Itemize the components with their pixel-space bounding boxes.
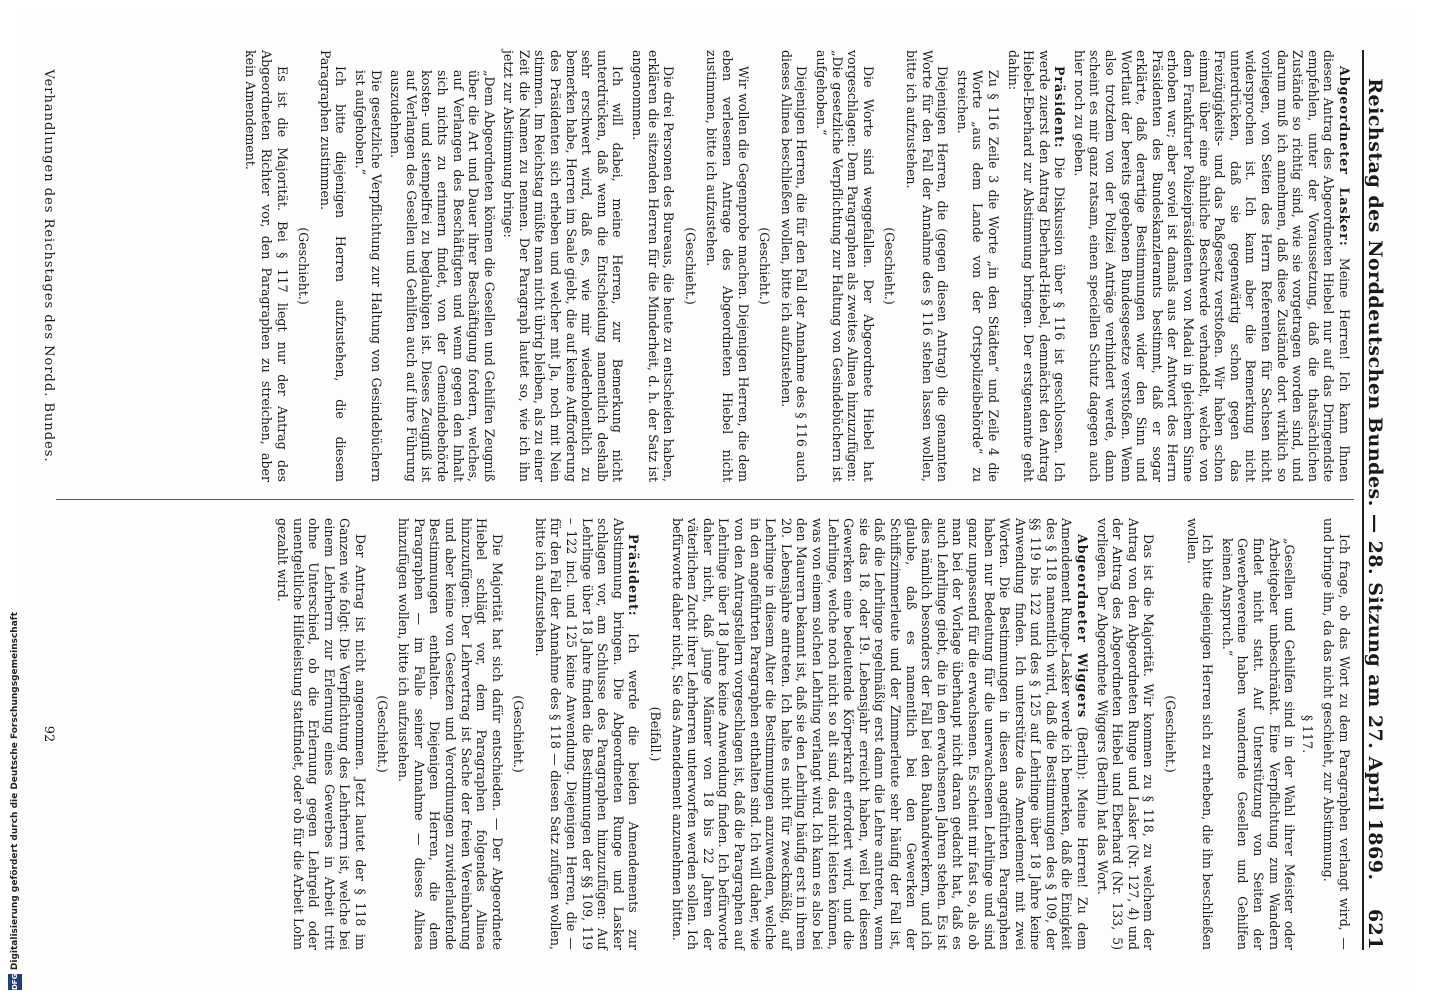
body-paragraph: Diejenigen Herren, die (gegen diesen Antrag) die genannten Worte für den Fall der Annahme des § 116 stehen lassen wollen, bitte ich aufzustehen. <box>903 50 951 482</box>
body-paragraph: Das ist die Majorität. Wir kommen zu § 118, zu welchem der Antrag von den Abgeordneten Runge und Lasker (Nr. 127, 4) und der Antrag des Abgeordneten Hiebel und Eberhard (Nr. 133, 5) vorliegen. Der Abgeordnete Wiggers (Berlin) hat das Wort. <box>1094 518 1157 950</box>
text-column-right <box>270 518 1352 950</box>
quoted-text: „Dem Abgeordneten können die Gesellen und Gehilfen Zeugniß über die Art und Dauer ihrer Beschäftigung fordern, welches, auf Verlangen des Beschäftigten und wenn gegen den Inhalt sich nichts zu erinnern findet, von der Gemeindebehörde kosten- und stempelfrei zu beglaubigen ist. Dieses Zeugniß ist auf Verlangen des Gesellen und Gehilfen auch auf ihre Führung auszudehnen. <box>388 70 497 482</box>
stage-direction: (Geschieht.) <box>882 227 898 305</box>
running-title <box>1364 50 1386 909</box>
stage-direction: (Beifall.) <box>648 706 664 762</box>
body-paragraph: Diejenigen Herren, die für den Fall der Annahme des § 116 auch dieses Alinea beschließen wollen, bitte ich aufzustehen. <box>778 50 810 482</box>
body-paragraph: Die Worte sind weggefallen. Der Abgeordnete Hiebel hat vorgeschlagen: Dem Paragraphen als zweites Alinea hinzuzufügen: „Die gesetzliche Verpflichtung zur Haltung von Gesindebüchern ist aufgehoben.“ <box>814 50 876 482</box>
body-paragraph: Ich will dabei, meine Herren, zur Bemerkung nicht unterdrücken, daß wenn die Entscheidung namentlich deshalb sehr erschwert wird, daß es, wie mir wiederholentlich zu bemerken habe, Herren im Saale giebt, die auf keine Aufforderung des Präsidenten sich erheben und welcher mit Ja, noch mit Nein stimmen. Im Reichstag müßte man nicht übrig bleiben, als zu einer Zeit die Namen zu nennen. Der Paragraph lautet so, wie ich ihn jetzt zur Abstimmung bringe: <box>501 50 626 482</box>
speech-text: (Berlin): Meine Herren! Zu dem Amendement Runge-Lasker werde ich bemerken, daß die Einigkeit des § 118 namentlich wird, daß die Bestimmungen des § 109, der §§ 119 bis 122 und des § 125 auf Lehrlinge über 18 Jahre keine Anwendung finden. Ich unterstütze das Amendement mit zwei Worten. Die Bestimmungen in diesen angeführten Paragraphen haben nur Bedeutung für die unerwachsenen Lehrlinge und sind ganz unpassend für die erwachsenen. Es scheint mir fast so, als ob man bei der Vorlage überhaupt nicht daran gedacht hat, daß es auch Lehrlinge giebt, die in den erwachsenen Jahren stehen. Es ist dies nämlich besonders der Fall bei den Bauhandwerkern, und ich glaube, daß es namentlich bei den Gewerken der Schiffszimmerleute und der Zimmerleute sehr häufig der Fall ist, daß die Lehrlinge regelmäßig erst dann die Lehre antreten, wenn sie das 18. oder 19. Lebensjahr erreicht haben, weil bei diesen Gewerken eine bedeutende Körperkraft erfordert wird, und die Lehrlinge, welche noch nicht so alt sind, das nicht leisten können, was von einem solchen Lehrling verlangt wird. Ich kann es also bei den Maurern bekannt ist, daß sie den Lehrling häufig erst in ihrem 20. Lebensjahre antreten. Ich halte es nicht für zweckmäßig, auf Lehrlinge in diesem Alter die Bestimmungen anzuwenden, welche in den angeführten Paragraphen enthalten sind. Ich will daher, wie von den Antragstellern vorgeschlagen ist, daß die Paragraphen auf Lehrlinge über 18 Jahre keine Anwendung finden. Ich befürworte daher nicht, daß junge Männer von 18 bis 22 Jahren der väterlichen Zucht ihrer Lehrherren unterworfen werden sollen. Ich befürworte daher nicht, Sie das Amendement anzunehmen bitten. <box>669 518 1091 950</box>
body-paragraph: Die Majorität hat sich dafür entschieden. — Der Abgeordnete Hiebel schlägt vor, dem Paragraphen folgendes Alinea hinzuzufügen: Der Lehrvertrag ist Sache der freien Vereinbarung und aber keine von Gesetzen und Verordnungen zuwiderlaufende Bestimmungen enthalten. Diejenigen Herren, die dem Paragraphen — im Falle seiner Annahme — dieses Alinea hinzufügen wollen, bitte ich aufzustehen. <box>396 518 505 950</box>
text-column-left <box>239 50 1352 482</box>
body-paragraph: Der Antrag ist nicht angenommen. Jetzt lautet der § 118 im Ganzen wie folgt: Die Verpflichtung des Lehrherrn ist, welche bei einem Lehrherrn zur Erlernung eines Gewerbes in Arbeit tritt ohne Unterschied, ob die Erlernung gegen Lehrgeld oder unentgeltliche Hilfeleistung stattfindet, oder ob für die Arbeit Lohn gezahlt wird. <box>275 518 368 950</box>
speaker-name: Präsident: <box>626 534 642 617</box>
speaker-name: Präsident: <box>1052 66 1068 149</box>
body-paragraph: Ich bitte diejenigen Herren sich zu erheben, die ihn beschließen wollen. <box>1184 518 1216 950</box>
page-number: 621 <box>1364 908 1386 950</box>
footer-publication: Verhandlungen des Reichstages des Nordd. Bundes. <box>41 69 56 463</box>
stage-direction: (Geschieht.) <box>682 227 698 305</box>
stage-direction: (Geschieht.) <box>374 695 390 773</box>
dfg-logo: DFG <box>8 974 22 990</box>
stage-direction: (Geschieht.) <box>511 695 527 773</box>
body-paragraph: Es ist die Majorität. Bei § 117 liegt nur der Antrag des Abgeordneten Richter vor, den Paragraphen zu streichen, aber kein Amendement. <box>243 50 290 482</box>
speech-paragraph <box>1071 50 1352 482</box>
credit-text: Digitalisierung gefördert durch die Deutsche Forschungsgemeinschaft <box>10 611 20 970</box>
footer-signature-number: 92 <box>41 725 56 743</box>
stage-direction: (Geschieht.) <box>296 227 312 305</box>
quoted-text: „Gesellen und Gehilfen sind in der Wahl ihrer Meister oder Arbeitgeber unbeschränkt. Eine Verpflichtung zum Wandern findet nicht statt. Auf Unterstützung von Seiten der Gewerbevereine haben wandernde Gesellen und Gehilfen keinen Anspruch.“ <box>1219 538 1298 950</box>
speech-text: Die Diskussion über § 116 ist geschlossen. Ich werde zuerst den Antrag Eberhard-Hiebel, demnächst den Antrag Hiebel-Eberhard zur Abstimmung bringen. Der erstgenannte geht dahin: <box>1005 50 1068 482</box>
section-heading: § 117. <box>1299 714 1315 754</box>
speech-text: Ich werde die beiden Amendements zur Abstimmung bringen. Die Abgeordneten Runge und Lasker schlagen vor, am Schlusse des Paragraphen hinzuzufügen: Auf Lehrlinge über 18 Jahre finden die Bestimmungen der §§ 109, 119 – 122 incl. und 125 keine Anwendung. Diejenigen Herren, die — für den Fall der Annahme des § 118 — diesen Satz zufügen wollen, bitte ich aufzustehen. <box>532 518 642 950</box>
body-paragraph: Wir wollen die Gegenprobe machen. Diejenigen Herren, die dem eben verlesenen Antrage des Abgeordneten Hiebel nicht zustimmen, bitte ich aufzustehen. <box>704 50 751 482</box>
speech-paragraph <box>1005 50 1067 482</box>
body-paragraph: Die drei Personen des Bureaus, die heute zu entscheiden haben, erklären die sitzenden Herren für die Minderheit, d. h. der Satz ist angenommen. <box>630 50 677 482</box>
header-journal-title: Reichstag des Norddeutschen Bundes. <box>1364 78 1386 507</box>
rotated-document-page <box>16 10 1416 990</box>
column-divider <box>56 499 1354 500</box>
quoted-text: Zu § 116 Zeile 3 die Worte „in den Städten“ und Zeile 4 die Worte „aus dem Lande von der Ortspolizeibehörde“ zu streichen. <box>954 70 1001 482</box>
speech-text: Meine Herren! Ich kann Ihnen diesen Antrag des Abgeordneten Hiebel nur auf das Dringendste empfehlen, unter der Voraussetzung, daß die thatsächlichen Zustände so richtig sind, wie sie vorgetragen worden sind, und darum muß ich annehmen, daß diese Zustände dort wirklich so vorliegen, von Seiten des Herrn Referenten für Sachsen nicht widersprochen ist. Ich kann aber die Bemerkung nicht unterdrücken, daß sie gegenwärtig schon gegen das Freizügigkeits- und das Paßgesetz verstoßen. Wir haben schon einmal über eine ähnliche Beschwerde verhandelt, welche von dem Frankfurter Polizeipräsidenten von Madai in gleichem Sinne erhoben war; aber soviel ist damals aus der Antwort des Herrn Präsidenten des Bundeskanzleramts bestimmt, daß er sogar erklärte, daß derartige Bestimmungen wider den Sinn und Wortlaut der bereits gegebenen Bundesgesetze verstoßen. Wenn also trotzdem von der Polizei Anträge verhindert werde, dann scheint es mir ganz ratsam, einen speciellen Schutz dagegen auch hier noch zu geben. <box>1071 50 1352 482</box>
speech-paragraph <box>532 518 641 950</box>
stage-direction: (Geschieht.) <box>757 227 773 305</box>
header-session-date: — 28. Sitzung am 27. April 1869. <box>1364 513 1386 881</box>
speaker-name: Abgeordneter Lasker: <box>1337 66 1352 247</box>
body-paragraph: Ich bitte diejenigen Herren aufzustehen, die diesem Paragraphen zustimmen. <box>317 50 349 482</box>
digitization-credit <box>2 4 32 994</box>
body-paragraph: Ich frage, ob das Wort zu dem Paragraphen verlangt wird, — und bringe ihn, da das nicht geschieht, zur Abstimmung. <box>1321 518 1352 950</box>
stage-direction: (Geschieht.) <box>1163 695 1179 773</box>
page-header <box>1362 50 1398 950</box>
speaker-name: Abgeordneter Wiggers <box>1075 534 1091 719</box>
quoted-text: Die gesetzliche Verpflichtung zur Haltung von Gesindebüchern ist aufgehoben.“ <box>352 70 384 482</box>
speech-paragraph <box>669 518 1090 950</box>
